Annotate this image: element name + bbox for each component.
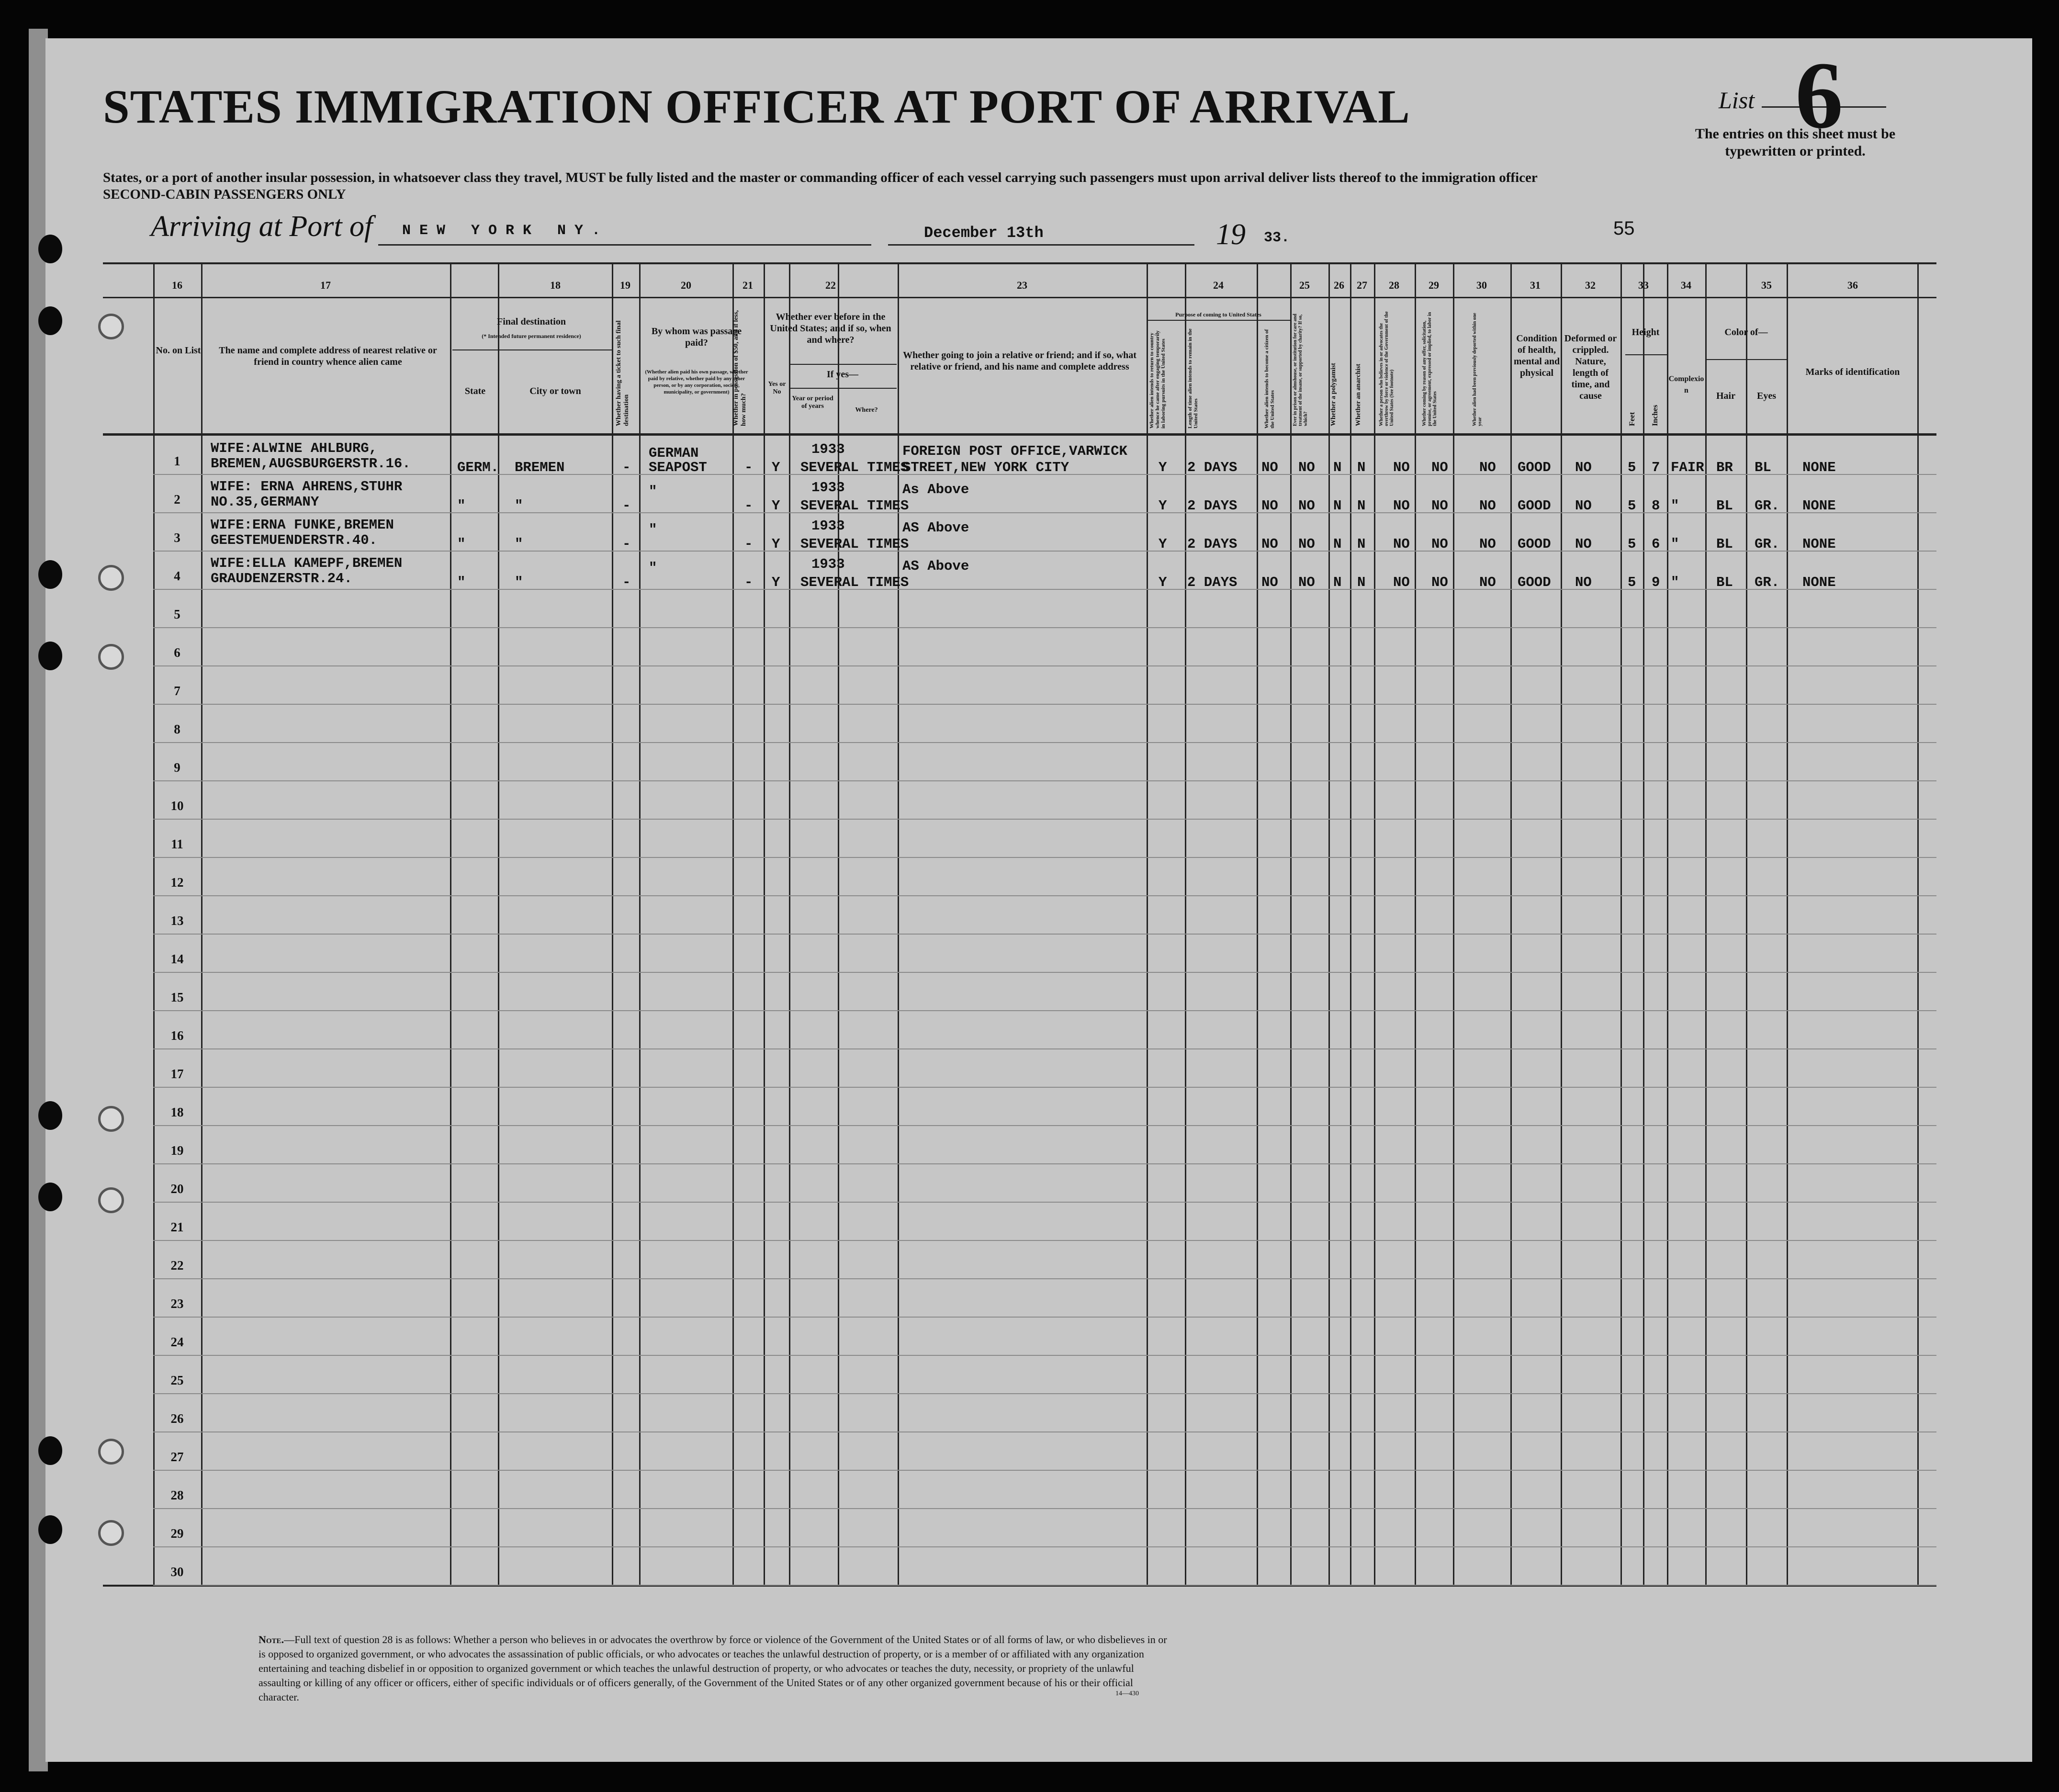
header-citizen: Whether alien intends to become a citizen of the United States (1264, 329, 1275, 428)
polygamist-cell: N (1333, 498, 1342, 514)
header-color: Color of— (1724, 327, 1768, 338)
binder-hole (98, 565, 124, 591)
instructions: The entries on this sheet must be typewritten or printed. (1695, 126, 1896, 159)
column-number: 17 (320, 279, 331, 291)
header-year-period: Year or period of years (792, 395, 833, 410)
q29-cell: NO (1431, 575, 1448, 590)
paid-line1: " (649, 560, 657, 576)
row-rule (153, 1202, 1936, 1203)
relative-line2: NO.35,GERMANY (211, 494, 319, 510)
row-rule (153, 857, 1936, 858)
q30-cell: NO (1479, 575, 1496, 590)
arriving-label: Arriving at Port of (151, 210, 373, 243)
column-rule (1620, 263, 1622, 1586)
note-text: —Full text of question 28 is as follows: Whether a person who believes in or advocates the overthrow by force or violence of the Government of the United States or of all forms of law, or who disbelieves in or is opposed to organized government, or who advocates the assassination of public officials, or who advocates or teaches the unlawful destruction of property, or is a member of or affiliated with any organization entertaining and teaching disbelief in or opposition to organized government or which teaches the unlawful destruction of property, or who advocates or teaches the duty, necessity, or propriety of the unlawful assaulting or killing of any officer or officers, either of specific individuals or of officers generally, of the Government of the United States or of any other organized government because of his or their official character. (259, 1634, 1167, 1703)
relative-line1: WIFE: ERNA AHRENS,STUHR (211, 479, 403, 495)
header-purpose: Purpose of coming to United States (1175, 311, 1261, 318)
row-rule (153, 512, 1936, 513)
header-q28: Whether a person who believes in or advocates the overthrow by force or violence of the Government of the United States (See footnote) (1379, 311, 1395, 426)
anarchist-cell: N (1357, 498, 1366, 514)
return-cell: Y (1159, 536, 1167, 552)
column-rule (732, 263, 734, 1586)
row-number: 14 (170, 952, 184, 966)
row-number: 24 (170, 1335, 184, 1349)
column-rule (1561, 263, 1562, 1586)
column-number: 22 (825, 279, 836, 291)
paid-line1: " (649, 484, 657, 499)
binder-hole (98, 1439, 124, 1465)
paid-line2: SEAPOST (649, 460, 707, 475)
header-state: State (464, 386, 486, 396)
binder-hole (98, 1106, 124, 1132)
row-number: 6 (174, 645, 180, 660)
citizen-cell: NO (1261, 536, 1278, 552)
inches-cell: 6 (1652, 536, 1660, 552)
column-number: 24 (1213, 279, 1224, 291)
relative-line1: WIFE:ERNA FUNKE,BREMEN (211, 517, 394, 533)
ticket-cell: - (622, 498, 631, 514)
header-paid-note: (Whether alien paid his own passage, whether paid by relative, whether paid by any other person, or by any corporation, society, municipality, or government) (645, 369, 748, 395)
q30-cell: NO (1479, 498, 1496, 514)
column-number: 30 (1476, 279, 1487, 291)
money-cell: - (744, 498, 753, 514)
paid-line1: GERMAN (649, 445, 699, 461)
eyes-cell: GR. (1755, 498, 1780, 514)
column-rule (1667, 263, 1668, 1586)
inches-cell: 8 (1652, 498, 1660, 514)
q28-cell: NO (1393, 498, 1410, 514)
class-line: SECOND-CABIN PASSENGERS ONLY (103, 187, 346, 202)
period-cell: SEVERAL TIMES (800, 536, 909, 552)
header-joining: Whether going to join a relative or friend; and if so, what relative or friend, and his name and complete address (903, 350, 1136, 372)
header-anarchist: Whether an anarchist (1355, 363, 1362, 426)
row-rule (153, 1087, 1936, 1088)
prison-cell: NO (1298, 498, 1315, 514)
column-number: 23 (1017, 279, 1027, 291)
prison-cell: NO (1298, 575, 1315, 590)
column-number: 29 (1429, 279, 1439, 291)
binder-hole (98, 314, 124, 339)
row-number: 27 (170, 1450, 184, 1464)
health-cell: GOOD (1518, 575, 1551, 590)
note-label: Note. (259, 1634, 284, 1645)
column-number: 21 (743, 279, 753, 291)
column-number: 16 (172, 279, 182, 291)
column-rule (1185, 263, 1186, 1586)
header-feet: Feet (1628, 412, 1636, 426)
complexion-cell: " (1671, 575, 1679, 590)
city-cell: BREMEN (515, 460, 565, 475)
q29-cell: NO (1431, 498, 1448, 514)
column-number: 25 (1299, 279, 1310, 291)
q30-cell: NO (1479, 460, 1496, 475)
column-rule (1746, 263, 1747, 1586)
column-rule (1453, 263, 1454, 1586)
column-rule (1643, 263, 1644, 1586)
row-rule (153, 819, 1936, 820)
row-rule (153, 704, 1936, 705)
column-rule (1328, 263, 1330, 1586)
row-rule (153, 780, 1936, 781)
header-height: Height (1631, 327, 1660, 338)
row-number: 8 (174, 722, 180, 736)
prison-cell: NO (1298, 536, 1315, 552)
column-number-rule (103, 297, 1936, 298)
row-number: 18 (170, 1105, 184, 1119)
list-label: List (1719, 87, 1755, 113)
column-rule (1257, 263, 1258, 1586)
complexion-cell: FAIR (1671, 460, 1704, 475)
column-number: 36 (1847, 279, 1858, 291)
citizen-cell: NO (1261, 575, 1278, 590)
port-value: NEW YORK NY. (402, 223, 609, 239)
header-return: Whether alien intends to return to country whence he came after engaging temporarily in laboring pursuits in the United States (1149, 330, 1166, 428)
column-rule (1147, 263, 1148, 1586)
header-prison: Ever in prison or almshouse, or institution for care and treatment of the insane, or supported by charity? If so, which? (1293, 314, 1308, 426)
column-rule (1350, 263, 1351, 1586)
column-rule (764, 263, 765, 1586)
if-yes-rule (790, 364, 897, 365)
hair-cell: BR (1716, 460, 1733, 475)
row-number: 17 (170, 1067, 184, 1081)
row-rule (153, 1278, 1936, 1279)
eyes-cell: GR. (1755, 575, 1780, 590)
header-hair: Hair (1716, 391, 1735, 401)
deformed-cell: NO (1575, 536, 1592, 552)
period-cell: SEVERAL TIMES (800, 498, 909, 514)
page-title: STATES IMMIGRATION OFFICER AT PORT OF ARRIVAL (103, 80, 1410, 133)
city-cell: " (515, 536, 523, 552)
sheet-left-edge (29, 29, 48, 1771)
header-deformed: Deformed or crippled. Nature, length of time, and cause (1564, 333, 1617, 401)
row-number: 29 (170, 1526, 184, 1541)
page-stamp: 55 (1613, 218, 1635, 239)
money-cell: - (744, 575, 753, 590)
header-if-yes: If yes— (826, 369, 859, 380)
hair-cell: BL (1716, 498, 1733, 514)
header-no-on-list: No. on List (156, 345, 201, 356)
row-number: 1 (174, 454, 180, 468)
column-number: 27 (1357, 279, 1367, 291)
city-cell: " (515, 575, 523, 590)
hair-cell: BL (1716, 536, 1733, 552)
header-complexion: Complexion (1668, 375, 1704, 394)
row-number: 11 (171, 837, 183, 851)
column-rule (1510, 263, 1512, 1586)
prison-cell: NO (1298, 460, 1315, 475)
purpose-rule (1147, 320, 1290, 321)
ticket-cell: - (622, 575, 631, 590)
header-polygamist: Whether a polygamist (1330, 363, 1337, 426)
row-rule (153, 1431, 1936, 1432)
yes-no-cell: Y (772, 460, 780, 475)
length-cell: 2 DAYS (1187, 498, 1238, 514)
header-where: Where? (855, 406, 878, 414)
ink-blot (38, 306, 62, 335)
row-number: 23 (170, 1296, 184, 1311)
row-rule (153, 895, 1936, 896)
row-number: 13 (170, 913, 184, 928)
q28-cell: NO (1393, 460, 1410, 475)
row-number: 16 (170, 1028, 184, 1043)
ticket-cell: - (622, 536, 631, 552)
date-underline (888, 244, 1194, 246)
row-number: 20 (170, 1182, 184, 1196)
column-rule (1374, 263, 1375, 1586)
column-rule (1917, 263, 1919, 1586)
anarchist-cell: N (1357, 460, 1366, 475)
row-rule (153, 1546, 1936, 1547)
year-cell: 1933 (811, 441, 845, 457)
feet-cell: 5 (1628, 536, 1636, 552)
ink-blot (38, 1183, 62, 1211)
ink-blot (38, 1101, 62, 1130)
column-number: 18 (550, 279, 561, 291)
money-cell: - (744, 536, 753, 552)
return-cell: Y (1159, 460, 1167, 475)
money-cell: - (744, 460, 753, 475)
health-cell: GOOD (1518, 536, 1551, 552)
state-cell: " (457, 575, 466, 590)
header-inches: Inches (1651, 405, 1659, 426)
row-rule (153, 1508, 1936, 1509)
header-final-destination: Final destination (497, 316, 566, 327)
return-cell: Y (1159, 575, 1167, 590)
table-top-rule (103, 262, 1936, 264)
column-rule (1415, 263, 1416, 1586)
header-length: Length of time alien intends to remain in the United States (1187, 328, 1199, 428)
row-number: 10 (170, 799, 184, 813)
inches-cell: 9 (1652, 575, 1660, 590)
state-cell: " (457, 498, 466, 514)
header-eyes: Eyes (1757, 391, 1776, 401)
joining-line1: FOREIGN POST OFFICE,VARWICK (902, 443, 1127, 459)
binder-hole (98, 644, 124, 670)
column-rule (1787, 263, 1788, 1586)
joining-line1: AS Above (902, 558, 969, 574)
height-rule (1625, 354, 1667, 355)
paid-line1: " (649, 522, 657, 538)
ink-blot (38, 1436, 62, 1465)
row-number: 7 (174, 684, 180, 698)
row-rule (153, 589, 1936, 590)
column-rule (789, 263, 790, 1586)
deformed-cell: NO (1575, 498, 1592, 514)
column-rule (612, 263, 613, 1586)
feet-cell: 5 (1628, 460, 1636, 475)
row-rule (153, 1470, 1936, 1471)
column-number: 35 (1761, 279, 1772, 291)
header-yes-no: Yes or No (768, 381, 786, 395)
health-cell: GOOD (1518, 498, 1551, 514)
yes-no-cell: Y (772, 498, 780, 514)
deformed-cell: NO (1575, 575, 1592, 590)
column-number: 34 (1681, 279, 1691, 291)
row-rule (153, 1355, 1936, 1356)
ink-blot (38, 235, 62, 263)
relative-line2: BREMEN,AUGSBURGERSTR.16. (211, 456, 411, 472)
marks-cell: NONE (1802, 575, 1836, 590)
q28-cell: NO (1393, 536, 1410, 552)
row-rule (153, 627, 1936, 628)
row-rule (153, 1125, 1936, 1126)
ticket-cell: - (622, 460, 631, 475)
row-rule (153, 1585, 1936, 1586)
column-rule (450, 263, 451, 1586)
length-cell: 2 DAYS (1187, 575, 1238, 590)
marks-cell: NONE (1802, 498, 1836, 514)
citizen-cell: NO (1261, 498, 1278, 514)
complexion-cell: " (1671, 536, 1679, 552)
citizen-cell: NO (1261, 460, 1278, 475)
port-underline (378, 244, 871, 246)
row-number: 15 (170, 990, 184, 1004)
column-rule (1290, 263, 1292, 1586)
row-rule (153, 551, 1936, 552)
deformed-cell: NO (1575, 460, 1592, 475)
yes-no-cell: Y (772, 536, 780, 552)
row-number: 25 (170, 1373, 184, 1387)
q29-cell: NO (1431, 460, 1448, 475)
relative-line1: WIFE:ELLA KAMEPF,BREMEN (211, 555, 403, 571)
date-value: December 13th (924, 224, 1044, 242)
final-dest-rule (452, 349, 612, 350)
year-prefix: 19 (1216, 218, 1246, 251)
header-q29: Whether coming by reason of any offer, solicitation, promise, or agreement, expressed or implied, to labor in the United States (1422, 312, 1438, 426)
row-number: 22 (170, 1258, 184, 1273)
header-marks: Marks of identification (1805, 367, 1900, 377)
year-cell: 1933 (811, 518, 845, 534)
period-cell: SEVERAL TIMES (800, 460, 909, 475)
binder-hole (98, 1520, 124, 1546)
year-suffix: 33. (1264, 230, 1290, 246)
relative-line2: GRAUDENZERSTR.24. (211, 571, 352, 586)
yes-no-cell: Y (772, 575, 780, 590)
ink-blot (38, 642, 62, 670)
column-number: 32 (1585, 279, 1596, 291)
row-number: 4 (174, 569, 180, 583)
hair-cell: BL (1716, 575, 1733, 590)
row-rule (153, 1010, 1936, 1011)
polygamist-cell: N (1333, 575, 1342, 590)
row-number: 5 (174, 607, 180, 621)
subtitle: States, or a port of another insular possession, in whatsoever class they travel, MUST be fully listed and the master or commanding officer of each vessel carrying such passengers must upon arrival deliver lists thereof to the immigration officer (103, 170, 1538, 185)
eyes-cell: GR. (1755, 536, 1780, 552)
header-before: Whether ever before in the United States; and if so, when and where? (770, 312, 891, 345)
column-number: 19 (620, 279, 630, 291)
joining-line2: STREET,NEW YORK CITY (902, 460, 1069, 475)
length-cell: 2 DAYS (1187, 460, 1238, 475)
footnote (259, 1633, 1168, 1704)
polygamist-cell: N (1333, 536, 1342, 552)
city-cell: " (515, 498, 523, 514)
joining-line1: As Above (902, 482, 969, 497)
period-cell: SEVERAL TIMES (800, 575, 909, 590)
header-paid: By whom was passage paid? (651, 326, 742, 348)
state-cell: " (457, 536, 466, 552)
return-cell: Y (1159, 498, 1167, 514)
row-rule (153, 1240, 1936, 1241)
row-rule (153, 1048, 1936, 1049)
header-ticket: Whether having a ticket to such final destination (615, 320, 630, 426)
row-rule (153, 742, 1936, 743)
eyes-cell: BL (1755, 460, 1771, 475)
row-number: 12 (170, 875, 184, 890)
length-cell: 2 DAYS (1187, 536, 1238, 552)
row-number: 19 (170, 1143, 184, 1158)
row-rule (153, 1317, 1936, 1318)
q28-cell: NO (1393, 575, 1410, 590)
column-number: 31 (1530, 279, 1541, 291)
q30-cell: NO (1479, 536, 1496, 552)
column-rule (1705, 263, 1707, 1586)
inches-cell: 7 (1652, 460, 1660, 475)
year-cell: 1933 (811, 556, 845, 572)
row-number: 30 (170, 1565, 184, 1579)
joining-line1: AS Above (902, 520, 969, 536)
feet-cell: 5 (1628, 498, 1636, 514)
header-final-destination-note: (* Intended future permanent residence) (482, 333, 581, 339)
column-number: 33 (1638, 279, 1649, 291)
form-number: 14—430 (1115, 1690, 1139, 1697)
row-number: 21 (170, 1220, 184, 1234)
year-cell: 1933 (811, 480, 845, 496)
row-rule (153, 665, 1936, 666)
header-relative: The name and complete address of nearest relative or friend in country whence alien came (219, 345, 437, 367)
ink-blot (38, 560, 62, 589)
row-number: 26 (170, 1411, 184, 1426)
health-cell: GOOD (1518, 460, 1551, 475)
header-bottom-rule (103, 433, 1936, 436)
polygamist-cell: N (1333, 460, 1342, 475)
ink-blot (38, 1515, 62, 1544)
header-health: Condition of health, mental and physical (1513, 333, 1560, 378)
state-cell: GERM. (457, 460, 499, 475)
row-rule (153, 934, 1936, 935)
relative-line2: GEESTEMUENDERSTR.40. (211, 532, 378, 548)
row-number: 9 (174, 760, 180, 775)
row-number: 2 (174, 492, 180, 507)
q29-cell: NO (1431, 536, 1448, 552)
row-rule (153, 972, 1936, 973)
marks-cell: NONE (1802, 536, 1836, 552)
list-number: 6 (1795, 43, 1843, 148)
marks-cell: NONE (1802, 460, 1836, 475)
anarchist-cell: N (1357, 536, 1366, 552)
column-number: 28 (1389, 279, 1399, 291)
row-rule (153, 1163, 1936, 1164)
column-number: 20 (681, 279, 691, 291)
column-number: 26 (1334, 279, 1344, 291)
binder-hole (98, 1187, 124, 1213)
complexion-cell: " (1671, 498, 1679, 514)
header-city: City or town (529, 386, 581, 396)
header-money: Whether in possession of $50, and if less, how much? (732, 310, 747, 426)
header-q30: Whether alien had been previously deported within one year (1472, 313, 1483, 426)
color-rule (1707, 359, 1787, 360)
row-rule (153, 1393, 1936, 1394)
row-number: 28 (170, 1488, 184, 1502)
relative-line1: WIFE:ALWINE AHLBURG, (211, 440, 378, 456)
feet-cell: 5 (1628, 575, 1636, 590)
if-yes-subrule (790, 388, 897, 389)
anarchist-cell: N (1357, 575, 1366, 590)
row-number: 3 (174, 530, 180, 545)
column-rule (639, 263, 641, 1586)
column-rule (201, 263, 203, 1586)
